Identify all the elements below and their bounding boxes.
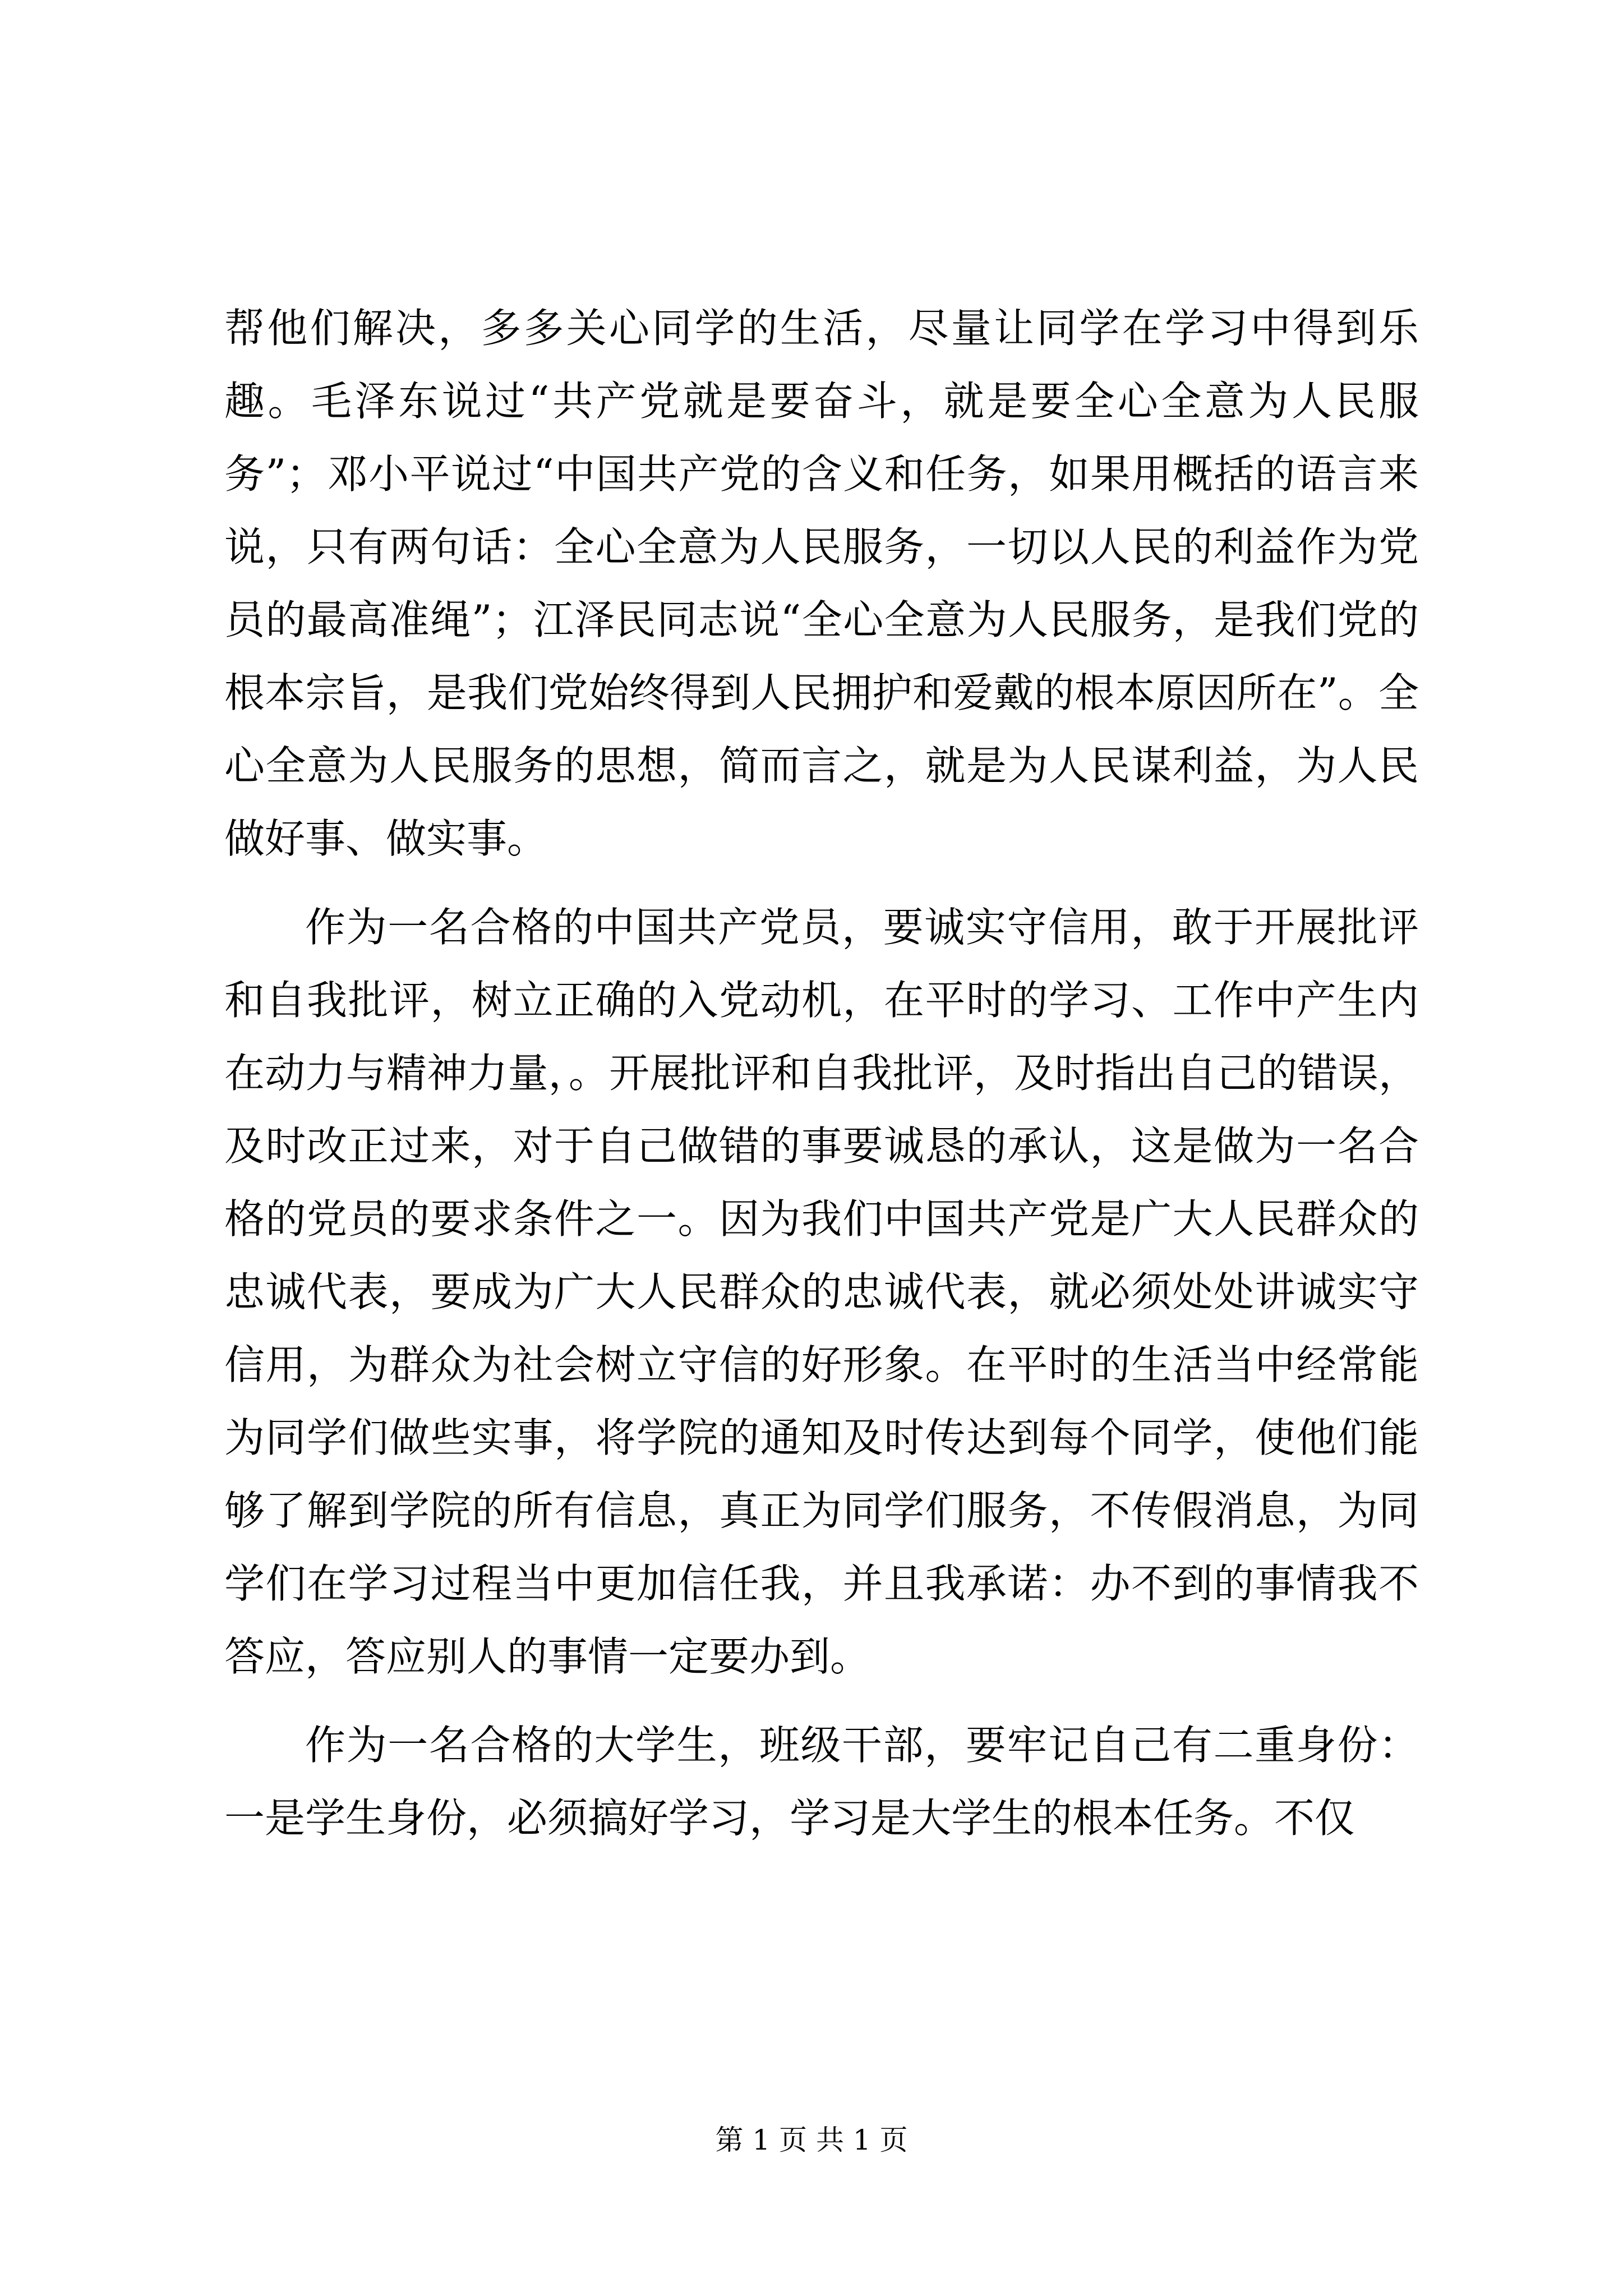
document-body (224, 292, 1419, 1870)
paragraph-1: 帮他们解决，多多关心同学的生活，尽量让同学在学习中得到乐趣。毛泽东说过“共产党就是要奋斗，就是要全心全意为人民服务”；邓小平说过“中国共产党的含义和任务，如果用概括的语言来说，只有两句话：全心全意为人民服务，一切以人民的利益作为党员的最高准绳”；江泽民同志说“全心全意为人民服务，是我们党的根本宗旨，是我们党始终得到人民拥护和爱戴的根本原因所在”。全心全意为人民服务的思想，简而言之，就是为人民谋利益，为人民做好事、做实事。 (224, 305, 1419, 862)
paragraph-3: 作为一名合格的大学生，班级干部，要牢记自己有二重身份：一是学生身份，必须搞好学习，学习是大学生的根本任务。不仅 (224, 1722, 1419, 1842)
paragraph-2: 作为一名合格的中国共产党员，要诚实守信用，敢于开展批评和自我批评，树立正确的入党动机，在平时的学习、工作中产生内在动力与精神力量，。开展批评和自我批评，及时指出自己的错误，及时改正过来，对于自己做错的事要诚恳的承认，这是做为一名合格的党员的要求条件之一。因为我们中国共产党是广大人民群众的忠诚代表，要成为广大人民群众的忠诚代表，就必须处处讲诚实守信用，为群众为社会树立守信的好形象。在平时的生活当中经常能为同学们做些实事，将学院的通知及时传达到每个同学，使他们能够了解到学院的所有信息，真正为同学们服务，不传假消息，为同学们在学习过程当中更加信任我，并且我承诺：办不到的事情我不答应，答应别人的事情一定要办到。 (224, 904, 1419, 1680)
page-footer: 第 1 页 共 1 页 (715, 2124, 908, 2156)
